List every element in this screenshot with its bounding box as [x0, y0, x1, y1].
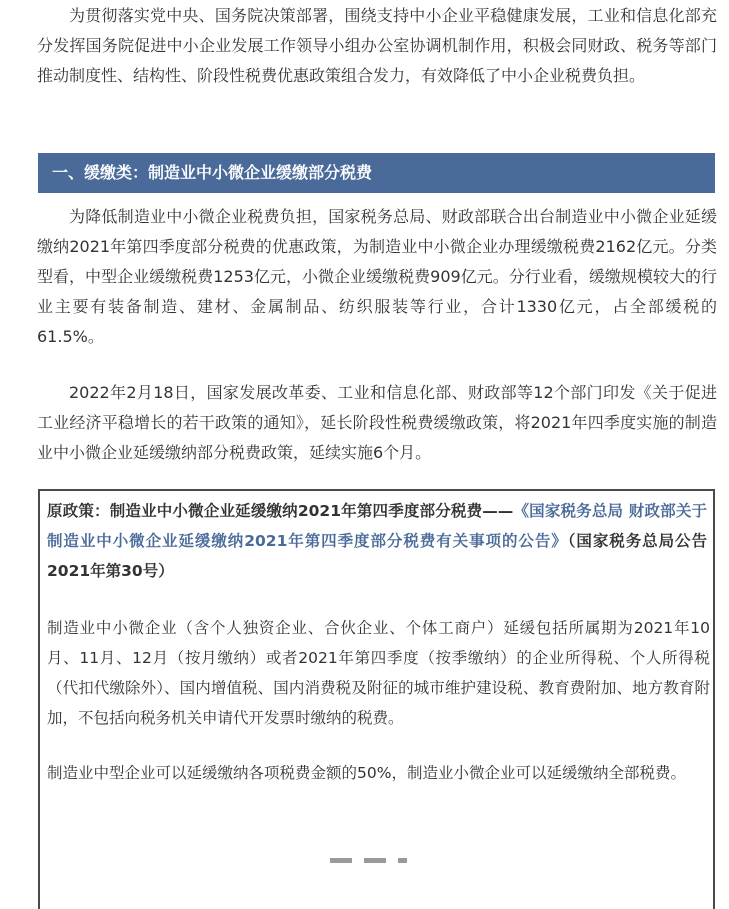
deferral-paragraph: 为降低制造业中小微企业税费负担，国家税务总局、财政部联合出台制造业中小微企业延缓缴纳2021年第四季度部分税费的优惠政策，为制造业中小微企业办理缓缴税费2162亿元。分类型看，中型企业缓缴税费1253亿元，小微企业缓缴税费909亿元。分行业看，缓缴规模较大的行业主要有装备制造、建材、金属制品、纺织服装等行业，合计1330亿元，占全部缓税的61.5%。 [37, 207, 717, 346]
policy-box-title [47, 496, 707, 586]
section-heading [38, 153, 715, 193]
policy-announcement-number: （国家税务总局公告2021年第30号） [47, 532, 707, 580]
section-title: 一、缓缴类：制造业中小微企业缓缴部分税费 [52, 163, 373, 182]
dash-mark [364, 858, 386, 863]
policy-scope-paragraph: 制造业中小微企业（含个人独资企业、合伙企业、个体工商户）延缓包括所属期为2021年10月、11月、12月（按月缴纳）或者2021年第四季度（按季缴纳）的企业所得税、个人所得税（代扣代缴除外）、国内增值税、国内消费税及附征的城市维护建设税、教育费附加、地方教育附加，不包括向税务机关申请代开发票时缴纳的税费。 [47, 619, 710, 727]
policy-title-prefix: 原政策：制造业中小微企业延缓缴纳2021年第四季度部分税费—— [47, 502, 514, 520]
original-policy-box [38, 489, 715, 909]
policy-ratio-paragraph: 制造业中型企业可以延缓缴纳各项税费金额的50%，制造业小微企业可以延缓缴纳全部税费。 [47, 764, 686, 782]
policy-announcement-link[interactable]: 《国家税务总局 财政部关于制造业中小微企业延缓缴纳2021年第四季度部分税费有关事项的公告》 [47, 502, 707, 550]
dash-mark [398, 858, 407, 863]
extension-paragraph: 2022年2月18日，国家发展改革委、工业和信息化部、财政部等12个部门印发《关于促进工业经济平稳增长的若干政策的通知》，延长阶段性税费缓缴政策，将2021年四季度实施的制造业中小微企业延缓缴纳部分税费政策，延续实施6个月。 [37, 383, 717, 462]
intro-paragraph: 为贯彻落实党中央、国务院决策部署，围绕支持中小企业平稳健康发展，工业和信息化部充分发挥国务院促进中小企业发展工作领导小组办公室协调机制作用，积极会同财政、税务等部门推动制度性、结构性、阶段性税费优惠政策组合发力，有效降低了中小企业税费负担。 [37, 6, 717, 85]
dash-mark [330, 858, 352, 863]
